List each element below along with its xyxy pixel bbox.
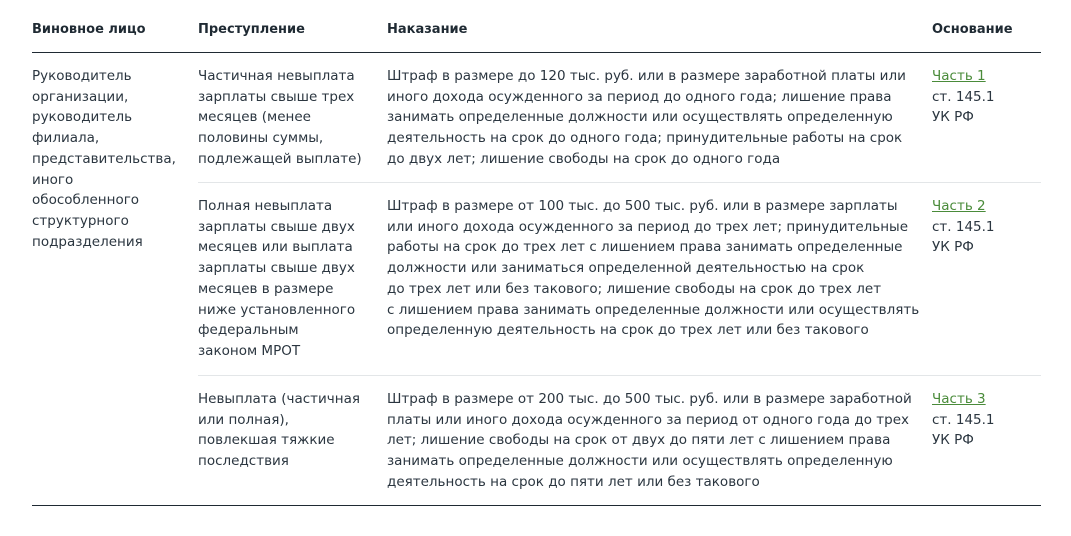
text-line: УК РФ	[932, 432, 974, 449]
basis-cell	[932, 66, 1032, 128]
text-line: Штраф в размере от 100 тыс. до 500 тыс. руб. или в размере зарплаты	[387, 198, 898, 214]
header-punishment: Наказание	[387, 22, 468, 37]
text-line: иного	[32, 171, 74, 188]
header-basis: Основание	[932, 22, 1013, 37]
header-crime: Преступление	[198, 22, 305, 37]
text-line: подлежащей выплате)	[198, 150, 362, 167]
text-line: лет; лишение свободы на срок от двух до пяти лет с лишением права	[387, 432, 891, 449]
text-line: повлекшая тяжкие	[198, 432, 335, 449]
text-line: структурного	[32, 212, 129, 229]
text-line: Частичная невыплата	[198, 68, 355, 84]
text-line: месяцев (менее	[198, 109, 311, 126]
text-line: до трех лет или без такового; лишение свободы на срок до трех лет	[387, 280, 882, 297]
header-person: Виновное лицо	[32, 22, 146, 37]
law-part-link[interactable]: Часть 3	[932, 391, 986, 407]
text-line: организации,	[32, 88, 129, 105]
text-line: зарплаты свыше двух	[198, 218, 355, 235]
text-line: работы на срок до трех лет с лишением права занимать определенные	[387, 239, 903, 256]
text-line: занимать определенные должности или осуществлять определенную	[387, 453, 893, 470]
text-line: законом МРОТ	[198, 342, 301, 359]
crime-cell	[198, 66, 373, 170]
text-line: филиала,	[32, 130, 100, 147]
text-line: обособленного	[32, 192, 140, 209]
text-line: определенную деятельность на срок до трех лет или без такового	[387, 322, 869, 339]
text-line: федеральным	[198, 322, 299, 339]
text-line: или полная),	[198, 411, 289, 428]
guilty-person-cell	[32, 66, 192, 252]
text-line: должности или заниматься определенной деятельностью на срок	[387, 260, 865, 277]
text-line: ст. 145.1	[932, 411, 995, 428]
law-part-link[interactable]: Часть 1	[932, 68, 986, 84]
text-line: Руководитель	[32, 68, 132, 84]
table-header	[32, 0, 1041, 53]
text-line: УК РФ	[932, 109, 974, 126]
text-line: до двух лет; лишение свободы на срок до одного года	[387, 150, 781, 167]
text-line: руководитель	[32, 109, 133, 126]
basis-cell	[932, 389, 1032, 451]
penalty-table	[32, 0, 1041, 490]
text-line: иного дохода осужденного за период до одного года; лишение права	[387, 88, 892, 105]
text-line: месяцев в размере	[198, 280, 334, 297]
crime-cell	[198, 196, 373, 362]
text-line: Штраф в размере от 200 тыс. до 500 тыс. руб. или в размере заработной	[387, 391, 912, 407]
row-divider	[198, 182, 1041, 183]
basis-cell	[932, 196, 1032, 258]
text-line: зарплаты свыше двух	[198, 260, 355, 277]
text-line: месяцев или выплата	[198, 239, 353, 256]
text-line: УК РФ	[932, 239, 974, 256]
table-bottom-border	[32, 505, 1041, 506]
text-line: ниже установленного	[198, 301, 356, 318]
text-line: зарплаты свыше трех	[198, 88, 355, 105]
text-line: ст. 145.1	[932, 88, 995, 105]
punishment-cell	[387, 389, 917, 493]
text-line: деятельность на срок до пяти лет или без такового	[387, 473, 760, 490]
text-line: деятельность на срок до одного года; принудительные работы на срок	[387, 130, 903, 147]
text-line: Полная невыплата	[198, 198, 333, 214]
text-line: подразделения	[32, 233, 143, 250]
text-line: занимать определенные должности или осуществлять определенную	[387, 109, 893, 126]
crime-cell	[198, 389, 373, 472]
text-line: Штраф в размере до 120 тыс. руб. или в размере заработной платы или	[387, 68, 906, 84]
punishment-cell	[387, 66, 917, 170]
text-line: ст. 145.1	[932, 218, 995, 235]
law-part-link[interactable]: Часть 2	[932, 198, 986, 214]
row-divider	[198, 375, 1041, 376]
text-line: представительства,	[32, 150, 176, 167]
punishment-cell	[387, 196, 920, 341]
text-line: платы или иного дохода осужденного за период от одного года до трех	[387, 411, 909, 428]
text-line: Невыплата (частичная	[198, 391, 360, 407]
text-line: последствия	[198, 453, 289, 470]
text-line: половины суммы,	[198, 130, 324, 147]
text-line: с лишением права занимать определенные должности или осуществлять	[387, 301, 920, 318]
text-line: или иного дохода осужденного за период до трех лет; принудительные	[387, 218, 909, 235]
